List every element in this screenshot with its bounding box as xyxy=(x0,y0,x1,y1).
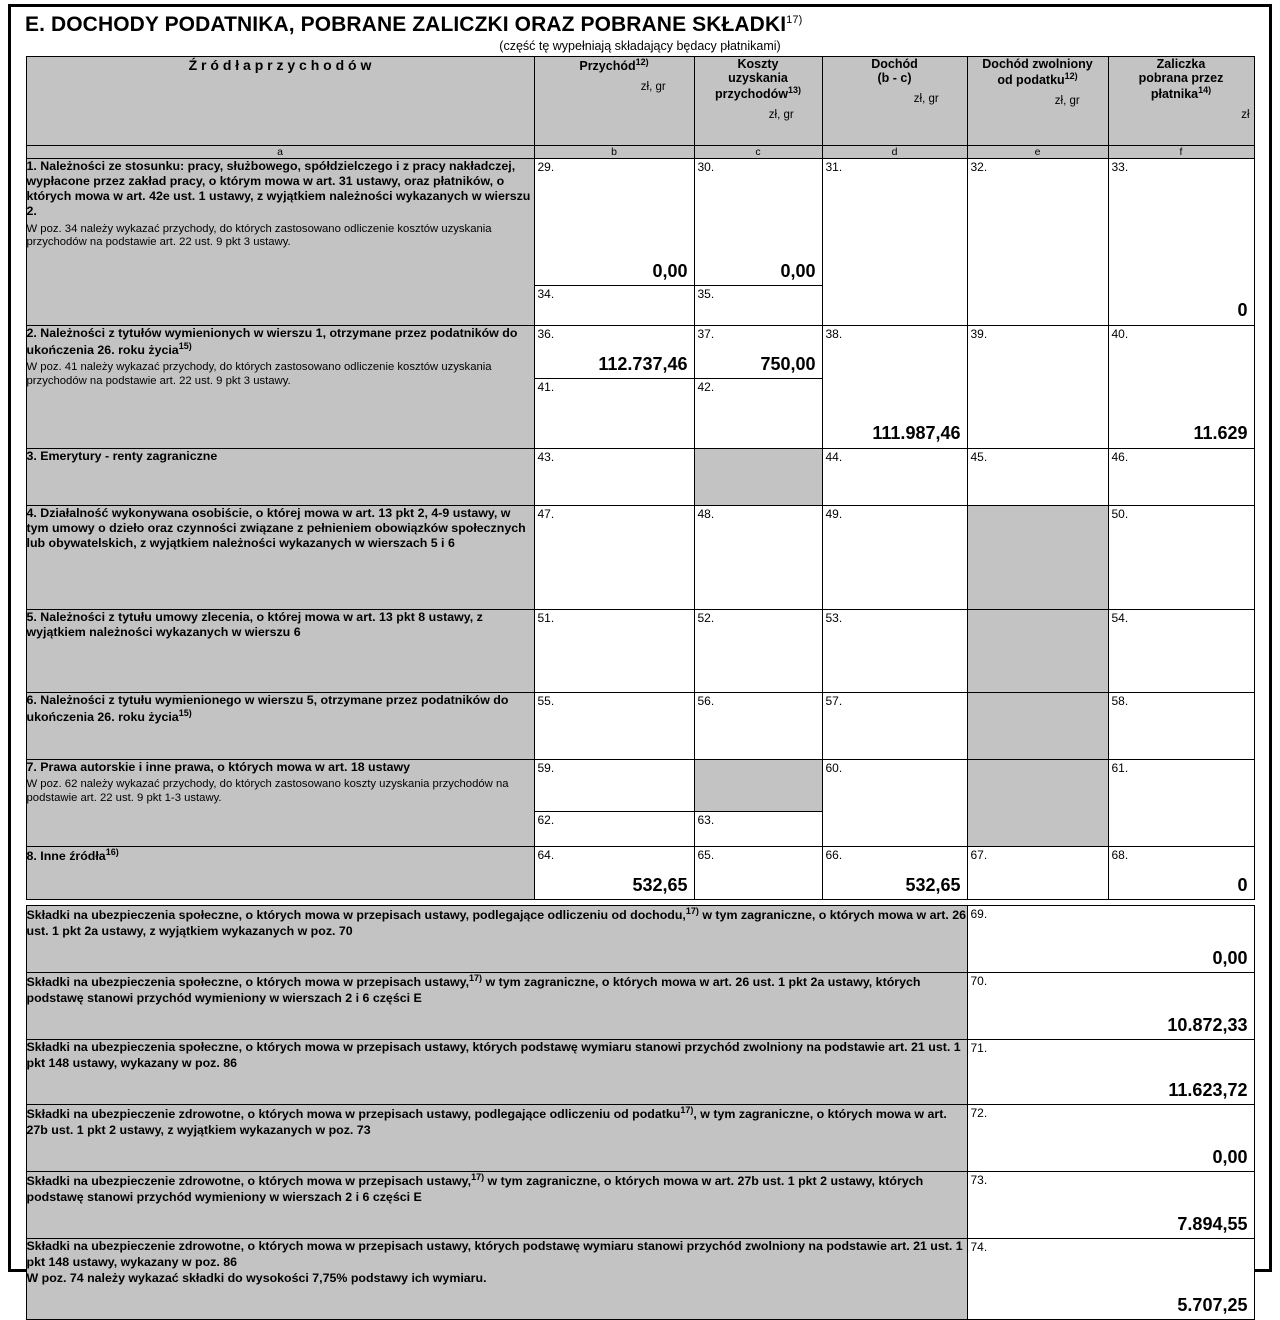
col-header-income-units xyxy=(535,73,694,93)
col-header-exempt-l2: od podatku xyxy=(997,73,1065,88)
col-header-advance-units xyxy=(1109,101,1254,121)
field-55-number: 55. xyxy=(537,694,555,708)
field-59[interactable] xyxy=(534,760,694,812)
field-65[interactable] xyxy=(694,847,822,900)
field-36[interactable] xyxy=(534,326,694,379)
field-71[interactable] xyxy=(967,1040,1254,1105)
field-73-number: 73. xyxy=(970,1173,988,1187)
field-69-value: 0,00 xyxy=(1212,948,1248,968)
field-58-number: 58. xyxy=(1111,694,1129,708)
table-row xyxy=(26,693,1254,760)
field-41[interactable] xyxy=(534,379,694,449)
field-49-number: 49. xyxy=(825,507,843,521)
section-title-footnote: 17) xyxy=(786,14,803,26)
col-header-exempt-sup: 12) xyxy=(1064,71,1078,81)
contribution-row xyxy=(26,1105,1254,1172)
col-header-profit-l1: Dochód xyxy=(871,57,918,71)
field-71-number: 71. xyxy=(970,1041,988,1055)
unit-zl: zł, xyxy=(768,109,781,122)
field-63-number: 63. xyxy=(697,813,715,827)
contribution-70-sup: 17) xyxy=(469,973,483,983)
contribution-72-text-a: Składki na ubezpieczenie zdrowotne, o których mowa w przepisach ustawy, podlegające odliczeniu od podatku xyxy=(26,1107,681,1122)
field-38-number: 38. xyxy=(825,327,843,341)
field-46-number: 46. xyxy=(1111,450,1129,464)
section-subtitle: (część tę wypełniają składający będacy płatnikami) xyxy=(499,39,781,53)
unit-gr: gr xyxy=(928,93,939,105)
field-30-number: 30. xyxy=(697,160,715,174)
field-54[interactable] xyxy=(1108,610,1254,693)
field-56[interactable] xyxy=(694,693,822,760)
row-6-desc-text: 6. Należności z tytułu wymienionego w wierszu 5, otrzymane przez podatników do ukończenia 26. roku życia xyxy=(26,693,509,725)
contribution-70-text-b: w tym zagraniczne, o których mowa w art. 26 ust. 1 pkt 2a ustawy, których podstawę stanowi przychód wymieniony w wierszach 2 i 6 części E xyxy=(26,975,921,1005)
col-header-advance-l3: płatnika xyxy=(1150,87,1199,102)
field-38-value: 111.987,46 xyxy=(872,423,961,443)
col-header-exempt-units xyxy=(968,87,1108,107)
contribution-row xyxy=(26,906,1254,973)
field-61-number: 61. xyxy=(1111,761,1129,775)
section-title xyxy=(11,7,1269,37)
row-5-desc-text: 5. Należności z tytułu umowy zlecenia, o której mowa w art. 13 pkt 8 ustawy, z wyjątkiem należności wykazanych w wierszu 6 xyxy=(26,610,483,640)
field-46[interactable] xyxy=(1108,449,1254,506)
table-row xyxy=(26,847,1254,900)
field-30[interactable] xyxy=(694,159,822,286)
field-34[interactable] xyxy=(534,286,694,326)
field-36-value: 112.737,46 xyxy=(598,354,688,374)
contribution-74-description xyxy=(26,1239,967,1320)
letter-b: b xyxy=(534,146,694,159)
field-68-number: 68. xyxy=(1111,848,1129,862)
col-header-costs-l2: uzyskania xyxy=(728,71,788,85)
row-3-description xyxy=(26,449,534,506)
unit-zl: zł xyxy=(1241,109,1250,122)
field-73-value: 7.894,55 xyxy=(1177,1214,1248,1234)
unit-gr: gr xyxy=(1069,95,1080,108)
table-row xyxy=(26,610,1254,693)
field-53-number: 53. xyxy=(825,611,843,625)
field-45[interactable] xyxy=(967,449,1108,506)
table-row xyxy=(26,760,1254,812)
field-64[interactable] xyxy=(534,847,694,900)
field-48-number: 48. xyxy=(697,507,715,521)
table-header-row xyxy=(26,57,1254,146)
row-8-desc-text: 8. Inne źródła xyxy=(26,849,106,864)
unit-zl: zł, xyxy=(1054,95,1067,108)
col-header-costs xyxy=(694,57,822,146)
field-66-value: 532,65 xyxy=(905,875,961,895)
field-50-number: 50. xyxy=(1111,507,1129,521)
field-31-number: 31. xyxy=(825,160,843,174)
contribution-69-sup: 17) xyxy=(685,906,699,916)
col-header-source xyxy=(26,57,534,146)
field-63[interactable] xyxy=(694,812,822,847)
field-29[interactable] xyxy=(534,159,694,286)
col-header-costs-units xyxy=(695,101,822,121)
field-38[interactable] xyxy=(822,326,967,449)
contribution-74-note: W poz. 74 należy wykazać składki do wysokości 7,75% podstawy ich wymiaru. xyxy=(26,1270,487,1285)
field-51-number: 51. xyxy=(537,611,555,625)
col-header-profit-l2: (b - c) xyxy=(877,71,912,85)
col-header-advance-sup: 14) xyxy=(1198,85,1212,95)
field-33-number: 33. xyxy=(1111,160,1129,174)
letter-e: e xyxy=(967,146,1108,159)
blocked-cell-row4-exempt xyxy=(967,506,1108,610)
field-71-value: 11.623,72 xyxy=(1168,1080,1248,1100)
field-35[interactable] xyxy=(694,286,822,326)
field-47[interactable] xyxy=(534,506,694,610)
income-table xyxy=(26,56,1255,900)
field-36-number: 36. xyxy=(537,327,555,341)
col-header-source-label: Ź r ó d ł a p r z y c h o d ó w xyxy=(188,57,372,73)
field-34-number: 34. xyxy=(537,287,555,301)
col-header-advance-l2: pobrana przez xyxy=(1138,71,1224,85)
letter-a: a xyxy=(26,146,534,159)
col-header-costs-sup: 13) xyxy=(787,85,801,95)
field-57-number: 57. xyxy=(825,694,843,708)
field-52-number: 52. xyxy=(697,611,715,625)
col-header-income-label: Przychód xyxy=(579,59,636,74)
row-4-desc-text: 4. Działalność wykonywana osobiście, o której mowa w art. 13 pkt 2, 4-9 ustawy, w tym umowy o dzieło oraz czynności związane z pełnieniem obowiązków społecznych lub obywatelskich, z wyjątkiem należności wykazanych w wierszach 5 i 6 xyxy=(26,506,526,551)
row-6-desc-sup: 15) xyxy=(178,708,192,719)
blocked-cell-row6-exempt xyxy=(967,693,1108,760)
row-7-desc-text: 7. Prawa autorskie i inne prawa, o których mowa w art. 18 ustawy xyxy=(26,760,411,774)
col-header-advance xyxy=(1108,57,1254,146)
letter-c: c xyxy=(694,146,822,159)
unit-gr: gr xyxy=(783,109,794,122)
col-header-income xyxy=(534,57,694,146)
field-66[interactable] xyxy=(822,847,967,900)
contribution-71-text-a: Składki na ubezpieczenia społeczne, o których mowa w przepisach ustawy, których podstawę wymiaru stanowi przychód zwolniony na podstawie art. 21 ust. 1 pkt 148 ustawy, wykazany w poz. 86 xyxy=(26,1040,961,1070)
field-55[interactable] xyxy=(534,693,694,760)
col-header-costs-l1: Koszty xyxy=(737,57,779,71)
field-42[interactable] xyxy=(694,379,822,449)
field-54-number: 54. xyxy=(1111,611,1129,625)
blocked-cell-row7-exempt xyxy=(967,760,1108,847)
contribution-row xyxy=(26,1040,1254,1105)
contribution-row xyxy=(26,1172,1254,1239)
field-33-value: 0 xyxy=(1237,300,1248,320)
contribution-73-text-b: w tym zagraniczne, o których mowa w art. 27b ust. 1 pkt 2 ustawy, których podstawę stanowi przychód wymieniony w wierszach 2 i 6 części E xyxy=(26,1174,924,1204)
field-41-number: 41. xyxy=(537,380,555,394)
contribution-row xyxy=(26,973,1254,1040)
field-72[interactable] xyxy=(967,1105,1254,1172)
row-3-desc-text: 3. Emerytury - renty zagraniczne xyxy=(26,449,218,463)
field-51[interactable] xyxy=(534,610,694,693)
field-73[interactable] xyxy=(967,1172,1254,1239)
field-64-value: 532,65 xyxy=(632,875,688,895)
field-74[interactable] xyxy=(967,1239,1254,1320)
contribution-73-sup: 17) xyxy=(471,1172,485,1182)
col-header-costs-l3: przychodów xyxy=(715,87,788,102)
field-40-number: 40. xyxy=(1111,327,1129,341)
contribution-70-text-a: Składki na ubezpieczenia społeczne, o których mowa w przepisach ustawy, xyxy=(26,975,470,990)
field-42-number: 42. xyxy=(697,380,715,394)
contribution-73-description xyxy=(26,1172,967,1239)
row-5-description xyxy=(26,610,534,693)
row-2-note: W poz. 41 należy wykazać przychody, do których zastosowano odliczenie kosztów uzyskania przychodów na podstawie art. 22 ust. 9 pkt 3 ustawy. xyxy=(26,361,492,387)
field-74-value: 5.707,25 xyxy=(1177,1295,1248,1315)
col-header-advance-l1: Zaliczka xyxy=(1156,57,1206,71)
letter-d: d xyxy=(822,146,967,159)
col-header-profit-units xyxy=(823,85,967,105)
field-45-number: 45. xyxy=(970,450,988,464)
field-43[interactable] xyxy=(534,449,694,506)
field-40-value: 11.629 xyxy=(1193,423,1248,443)
contribution-69-text-a: Składki na ubezpieczenia społeczne, o których mowa w przepisach ustawy, podlegające odliczeniu od dochodu, xyxy=(26,908,686,923)
field-62-number: 62. xyxy=(537,813,555,827)
table-row xyxy=(26,326,1254,379)
field-48[interactable] xyxy=(694,506,822,610)
field-62[interactable] xyxy=(534,812,694,847)
field-60-number: 60. xyxy=(825,761,843,775)
row-8-description xyxy=(26,847,534,900)
field-29-number: 29. xyxy=(537,160,555,174)
field-31[interactable] xyxy=(822,159,967,326)
field-37-value: 750,00 xyxy=(760,354,816,374)
field-43-number: 43. xyxy=(537,450,555,464)
row-1-desc-text: 1. Należności ze stosunku: pracy, służbowego, spółdzielczego i z pracy nakładczej, wypłacone przez zakład pracy, o którym mowa w art. 31 ustawy, oraz płatników, o których mowa w art. 42e ust. 1 ustawy, z wyjątkiem należności wykazanych w wierszu 2. xyxy=(26,159,531,219)
blocked-cell-row5-exempt xyxy=(967,610,1108,693)
field-67[interactable] xyxy=(967,847,1108,900)
field-40[interactable] xyxy=(1108,326,1254,449)
field-39[interactable] xyxy=(967,326,1108,449)
field-44[interactable] xyxy=(822,449,967,506)
field-29-value: 0,00 xyxy=(652,261,688,281)
row-1-description xyxy=(26,159,534,326)
contribution-69-text-b: w tym zagraniczne, o których mowa w art. 26 ust. 1 pkt 2a ustawy, z wyjątkiem wykazanych w poz. 70 xyxy=(26,908,967,938)
field-52[interactable] xyxy=(694,610,822,693)
unit-zl: zł, xyxy=(913,93,926,105)
row-7-note: W poz. 62 należy wykazać przychody, do których zastosowano koszty uzyskania przychodów na podstawie art. 22 ust. 9 pkt 1-3 ustawy. xyxy=(26,778,509,804)
field-70[interactable] xyxy=(967,973,1254,1040)
row-2-desc-sup: 15) xyxy=(178,341,192,352)
row-1-note: W poz. 34 należy wykazać przychody, do których zastosowano odliczenie kosztów uzyskania przychodów na podstawie art. 22 ust. 9 pkt 3 ustawy. xyxy=(26,222,492,249)
field-72-value: 0,00 xyxy=(1212,1147,1248,1167)
field-66-number: 66. xyxy=(825,848,843,862)
field-70-value: 10.872,33 xyxy=(1167,1015,1248,1035)
row-8-desc-sup: 16) xyxy=(105,847,119,857)
field-64-number: 64. xyxy=(537,848,555,862)
contribution-row xyxy=(26,1239,1254,1320)
field-47-number: 47. xyxy=(537,507,555,521)
letter-f: f xyxy=(1108,146,1254,159)
field-57[interactable] xyxy=(822,693,967,760)
contribution-73-text-a: Składki na ubezpieczenie zdrowotne, o których mowa w przepisach ustawy, xyxy=(26,1174,472,1189)
field-59-number: 59. xyxy=(537,761,555,775)
contribution-74-text-a: Składki na ubezpieczenie zdrowotne, o których mowa w przepisach ustawy, których podstawę wymiaru stanowi przychód zwolniony na podstawie art. 21 ust. 1 pkt 148 ustawy, wykazany w poz. 86 xyxy=(26,1239,963,1269)
col-header-exempt xyxy=(967,57,1108,146)
field-69[interactable] xyxy=(967,906,1254,973)
field-39-number: 39. xyxy=(970,327,988,341)
blocked-cell-row7-costs xyxy=(694,760,822,812)
field-30-value: 0,00 xyxy=(780,261,816,281)
section-title-text: E. DOCHODY PODATNIKA, POBRANE ZALICZKI ORAZ POBRANE SKŁADKI xyxy=(25,13,787,36)
table-letter-row xyxy=(26,146,1254,159)
field-33[interactable] xyxy=(1108,159,1254,326)
table-row xyxy=(26,449,1254,506)
field-32[interactable] xyxy=(967,159,1108,326)
field-68[interactable] xyxy=(1108,847,1254,900)
field-44-number: 44. xyxy=(825,450,843,464)
field-49[interactable] xyxy=(822,506,967,610)
contribution-72-description xyxy=(26,1105,967,1172)
contribution-72-text-b: , w tym zagraniczne, o których mowa w art. 27b ust. 1 pkt 2 ustawy, z wyjątkiem wykazanych w poz. 73 xyxy=(26,1107,947,1137)
field-37-number: 37. xyxy=(697,327,715,341)
field-37[interactable] xyxy=(694,326,822,379)
field-70-number: 70. xyxy=(970,974,988,988)
col-header-income-sup: 12) xyxy=(635,57,649,67)
contributions-table xyxy=(26,905,1255,1320)
unit-zl: zł, xyxy=(640,81,653,94)
table-row xyxy=(26,506,1254,610)
field-65-number: 65. xyxy=(697,848,715,862)
row-2-desc-text: 2. Należności z tytułów wymienionych w wierszu 1, otrzymane przez podatników do ukończenia 26. roku życia xyxy=(26,326,518,358)
contribution-69-description xyxy=(26,906,967,973)
field-74-number: 74. xyxy=(970,1240,988,1254)
field-68-value: 0 xyxy=(1237,875,1248,895)
col-header-profit xyxy=(822,57,967,146)
unit-gr: gr xyxy=(655,81,666,94)
field-58[interactable] xyxy=(1108,693,1254,760)
field-56-number: 56. xyxy=(697,694,715,708)
blocked-cell-row3-costs xyxy=(694,449,822,506)
field-61[interactable] xyxy=(1108,760,1254,847)
table-row xyxy=(26,159,1254,286)
field-60[interactable] xyxy=(822,760,967,847)
contribution-72-sup: 17) xyxy=(680,1105,694,1115)
row-7-description xyxy=(26,760,534,847)
field-72-number: 72. xyxy=(970,1106,988,1120)
field-69-number: 69. xyxy=(970,907,988,921)
contribution-71-description xyxy=(26,1040,967,1105)
row-4-description xyxy=(26,506,534,610)
row-6-description xyxy=(26,693,534,760)
field-53[interactable] xyxy=(822,610,967,693)
field-35-number: 35. xyxy=(697,287,715,301)
field-67-number: 67. xyxy=(970,848,988,862)
field-32-number: 32. xyxy=(970,160,988,174)
contribution-70-description xyxy=(26,973,967,1040)
field-50[interactable] xyxy=(1108,506,1254,610)
col-header-exempt-l1: Dochód zwolniony xyxy=(982,57,1093,71)
row-2-description xyxy=(26,326,534,449)
form-frame xyxy=(8,4,1272,1315)
